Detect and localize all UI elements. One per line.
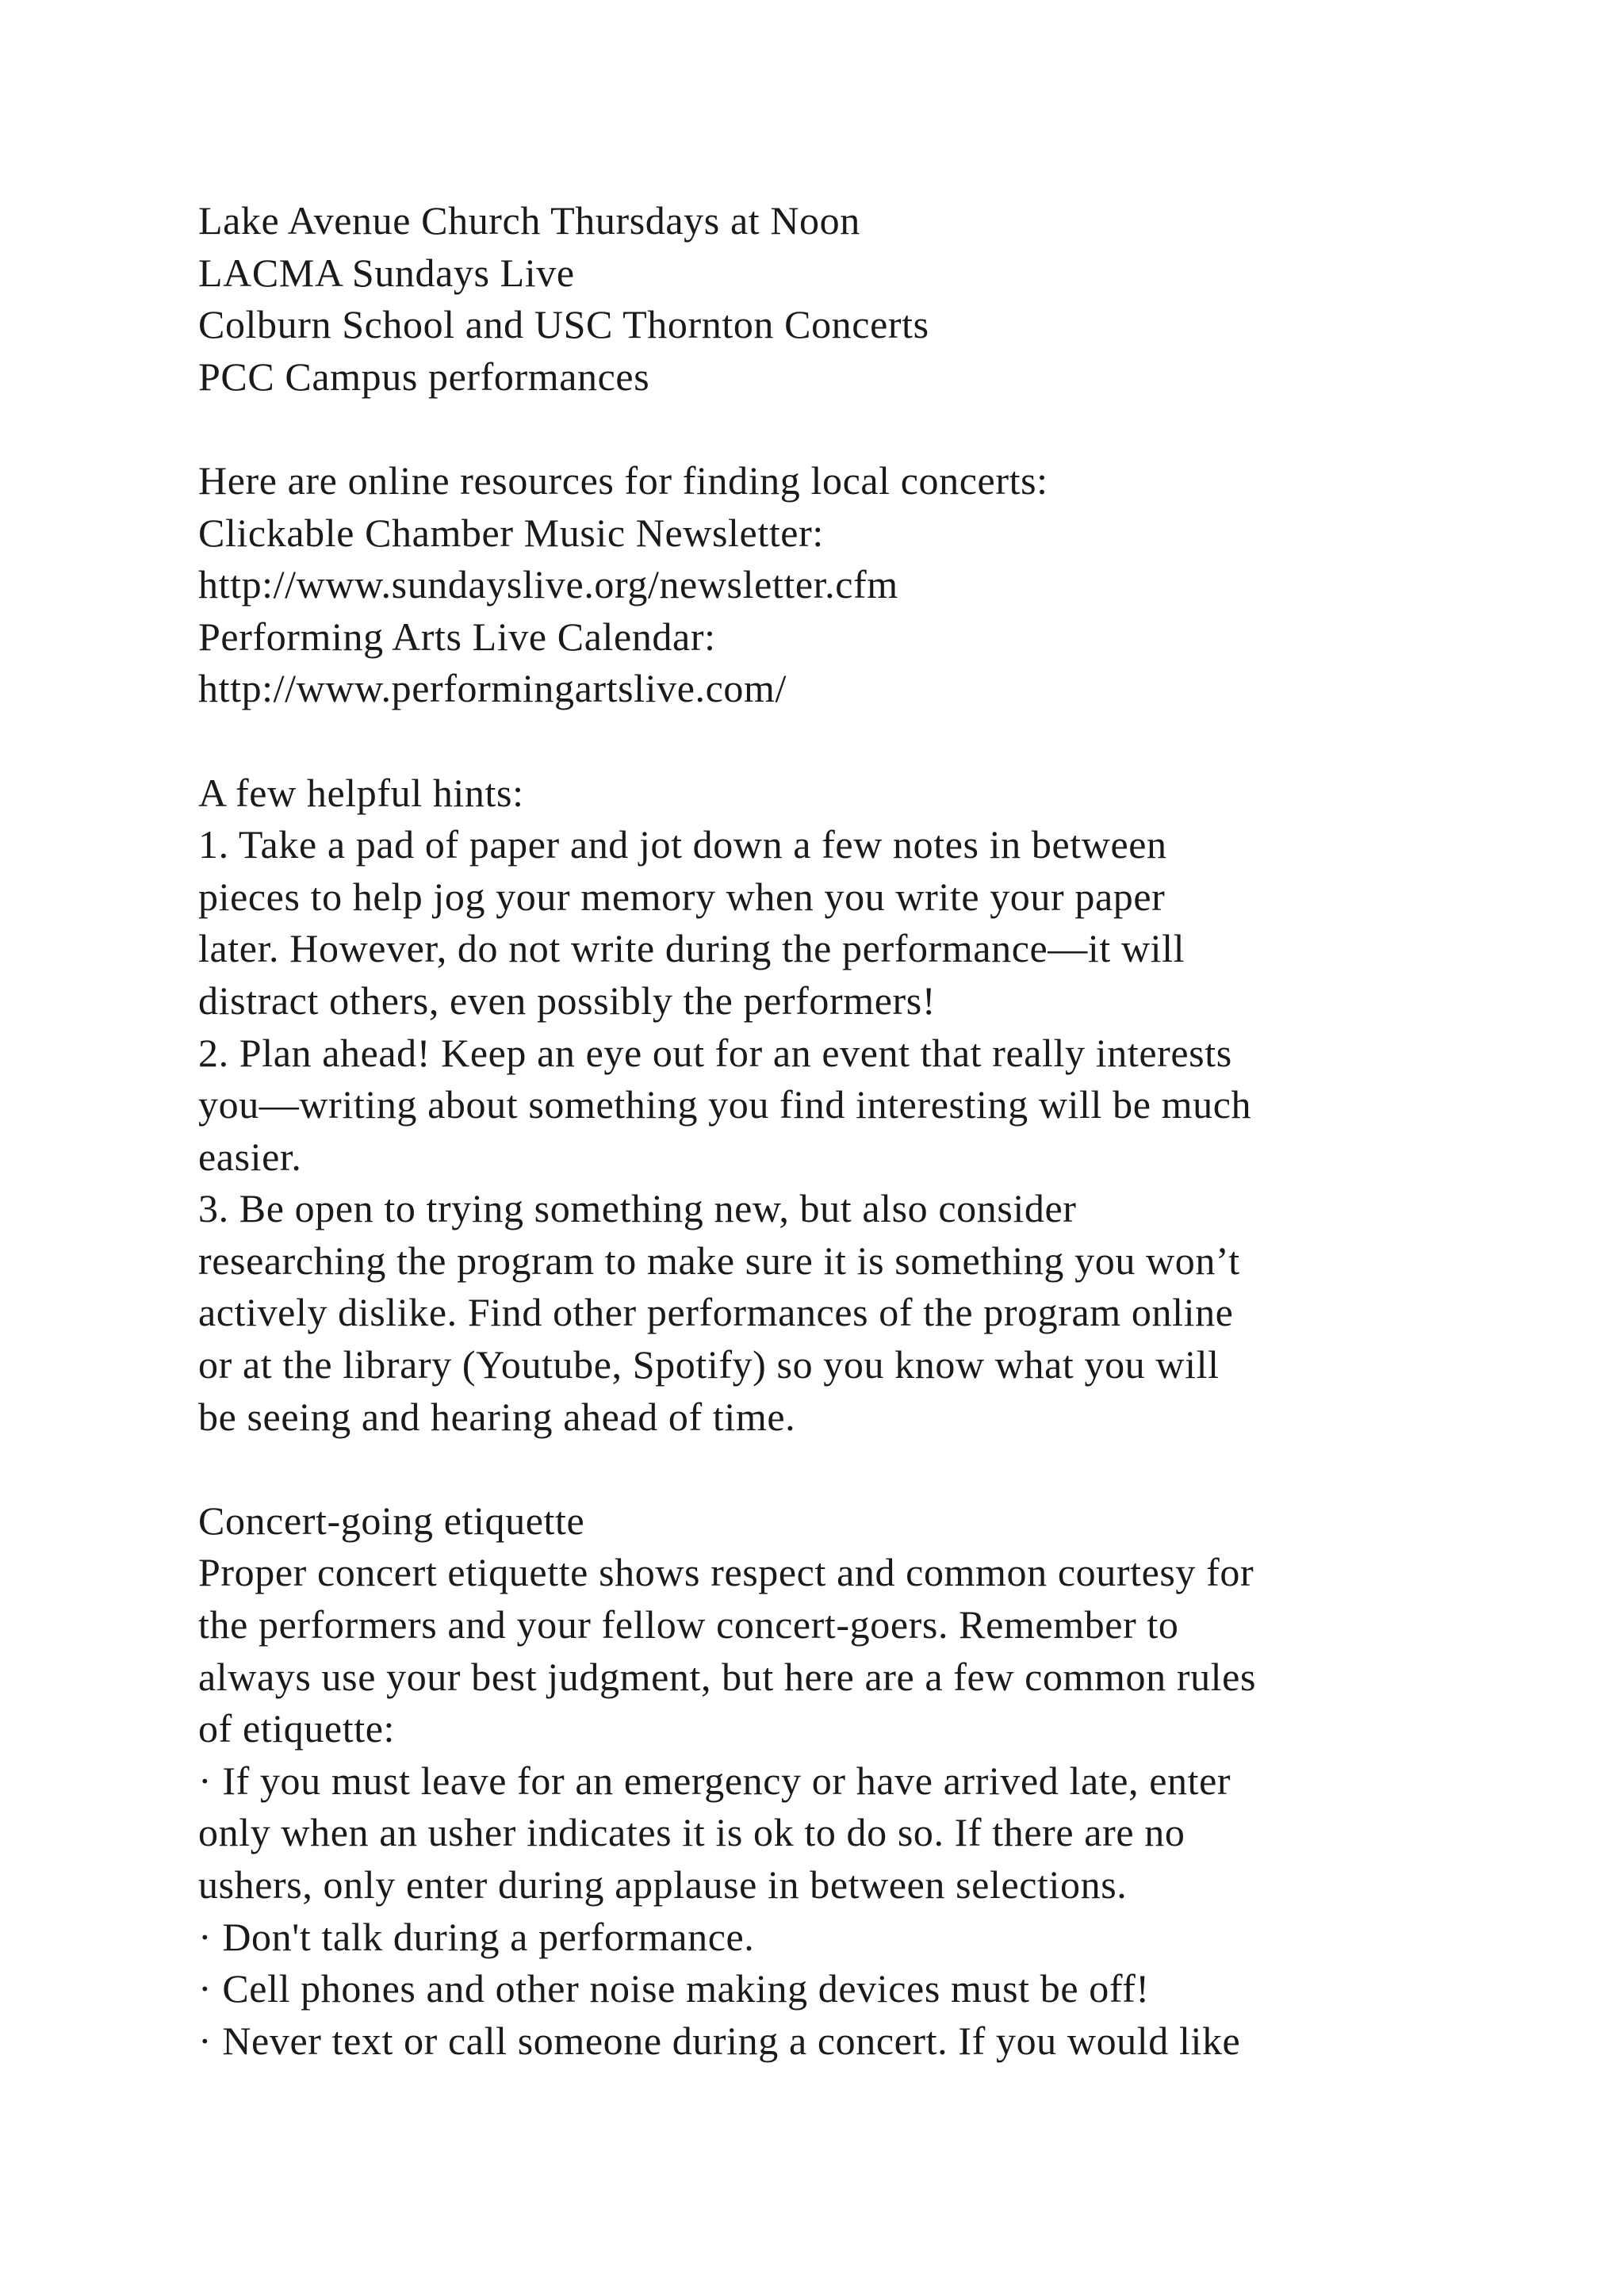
- hint-line: researching the program to make sure it is something you won’t: [198, 1238, 1240, 1283]
- hint-line: pieces to help jog your memory when you write your paper: [198, 874, 1166, 919]
- etiquette-bullet: · Cell phones and other noise making devices must be off!: [198, 1966, 1150, 2011]
- resource-url: http://www.sundayslive.org/newsletter.cfm: [198, 562, 898, 607]
- resource-label: Clickable Chamber Music Newsletter:: [198, 510, 824, 555]
- hint-line: or at the library (Youtube, Spotify) so you know what you will: [198, 1342, 1220, 1387]
- resources-section: [198, 455, 1507, 715]
- hint-line: actively dislike. Find other performances of the program online: [198, 1290, 1234, 1335]
- venue-line: PCC Campus performances: [198, 354, 650, 399]
- etiquette-line: only when an usher indicates it is ok to do so. If there are no: [198, 1810, 1185, 1855]
- hints-section: [198, 767, 1507, 1444]
- hint-line: distract others, even possibly the performers!: [198, 978, 936, 1023]
- document-body: [198, 195, 1507, 2067]
- etiquette-bullet: · Don't talk during a performance.: [198, 1914, 755, 1959]
- etiquette-heading: Concert-going etiquette: [198, 1498, 585, 1543]
- venue-line: Lake Avenue Church Thursdays at Noon: [198, 198, 860, 243]
- venue-line: Colburn School and USC Thornton Concerts: [198, 302, 929, 347]
- paragraph-spacer: [198, 715, 1507, 767]
- etiquette-line: of etiquette:: [198, 1706, 395, 1751]
- etiquette-section: [198, 1495, 1507, 2068]
- hint-line: be seeing and hearing ahead of time.: [198, 1394, 796, 1439]
- venue-line: LACMA Sundays Live: [198, 250, 575, 295]
- hint-line: 2. Plan ahead! Keep an eye out for an event that really interests: [198, 1030, 1232, 1075]
- hint-line: easier.: [198, 1134, 302, 1179]
- etiquette-line: ushers, only enter during applause in between selections.: [198, 1862, 1128, 1907]
- resource-label: Performing Arts Live Calendar:: [198, 614, 716, 659]
- etiquette-line: the performers and your fellow concert-goers. Remember to: [198, 1602, 1179, 1647]
- hints-heading: A few helpful hints:: [198, 770, 524, 815]
- hint-line: 3. Be open to trying something new, but also consider: [198, 1186, 1077, 1231]
- paragraph-spacer: [198, 1443, 1507, 1495]
- hint-line: later. However, do not write during the performance—it will: [198, 926, 1185, 971]
- paragraph-spacer: [198, 403, 1507, 455]
- venue-list: [198, 195, 1507, 403]
- resource-url: http://www.performingartslive.com/: [198, 666, 787, 711]
- etiquette-line: always use your best judgment, but here are a few common rules: [198, 1654, 1257, 1699]
- etiquette-bullet: · Never text or call someone during a concert. If you would like: [198, 2018, 1241, 2063]
- hint-line: you—writing about something you find interesting will be much: [198, 1082, 1252, 1127]
- hint-line: 1. Take a pad of paper and jot down a few notes in between: [198, 822, 1167, 867]
- etiquette-bullet: · If you must leave for an emergency or have arrived late, enter: [198, 1758, 1231, 1803]
- etiquette-line: Proper concert etiquette shows respect and common courtesy for: [198, 1550, 1254, 1595]
- resources-intro: Here are online resources for finding local concerts:: [198, 457, 1048, 503]
